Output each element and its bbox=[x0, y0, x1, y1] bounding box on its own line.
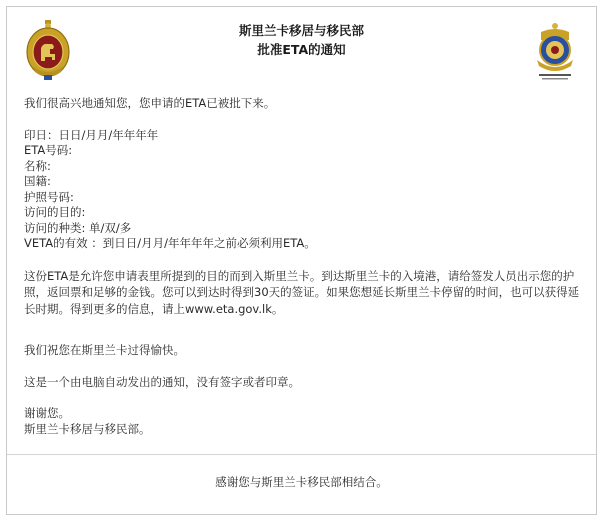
notice-header bbox=[107, 21, 496, 59]
thanks-text: 谢谢您。 bbox=[24, 406, 70, 420]
body-paragraph: 这份ETA是允许您申请表里所提到的目的而到入斯里兰卡。到达斯里兰卡的入境港，请给签发人员出示您的护照，返回票和足够的金钱。您可以到达时得到30天的签证。如果您想延长斯里兰卡停留的时间，也可以获得延长时期。得到更多的信息，请上www.eta.gov.lk。 bbox=[24, 268, 580, 316]
immigration-department-crest-icon bbox=[531, 22, 579, 82]
footer-divider bbox=[7, 454, 596, 455]
field-visit-type: 访问的种类: 单/双/多 bbox=[24, 220, 132, 235]
footer-text: 感谢您与斯里兰卡移民部相结合。 bbox=[215, 475, 388, 489]
notice-body bbox=[24, 96, 582, 437]
signature-text: 斯里兰卡移居与移民部。 bbox=[24, 421, 151, 436]
sri-lanka-national-emblem-icon bbox=[25, 20, 71, 82]
intro-text: 我们很高兴地通知您，您申请的ETA已被批下来。 bbox=[24, 96, 276, 110]
field-eta-number: ETA号码: bbox=[24, 143, 73, 157]
notice-subtitle: 批准ETA的通知 bbox=[257, 42, 346, 57]
notice-frame bbox=[6, 6, 597, 515]
field-print-date: 印日：日日/月月/年年年年 bbox=[24, 127, 159, 142]
field-nationality: 国籍: bbox=[24, 174, 51, 188]
department-title: 斯里兰卡移居与移民部 bbox=[238, 23, 364, 38]
field-name: 名称: bbox=[24, 158, 51, 173]
field-validity: VETA的有效 ：到日日/月月/年年年年之前必须利用ETA。 bbox=[24, 236, 316, 250]
auto-notice-text: 这是一个由电脑自动发出的通知，没有签字或者印章。 bbox=[24, 374, 300, 389]
field-visit-purpose: 访问的目的: bbox=[24, 205, 86, 219]
field-passport-number: 护照号码: bbox=[24, 189, 74, 204]
wish-text: 我们祝您在斯里兰卡过得愉快。 bbox=[24, 343, 185, 357]
